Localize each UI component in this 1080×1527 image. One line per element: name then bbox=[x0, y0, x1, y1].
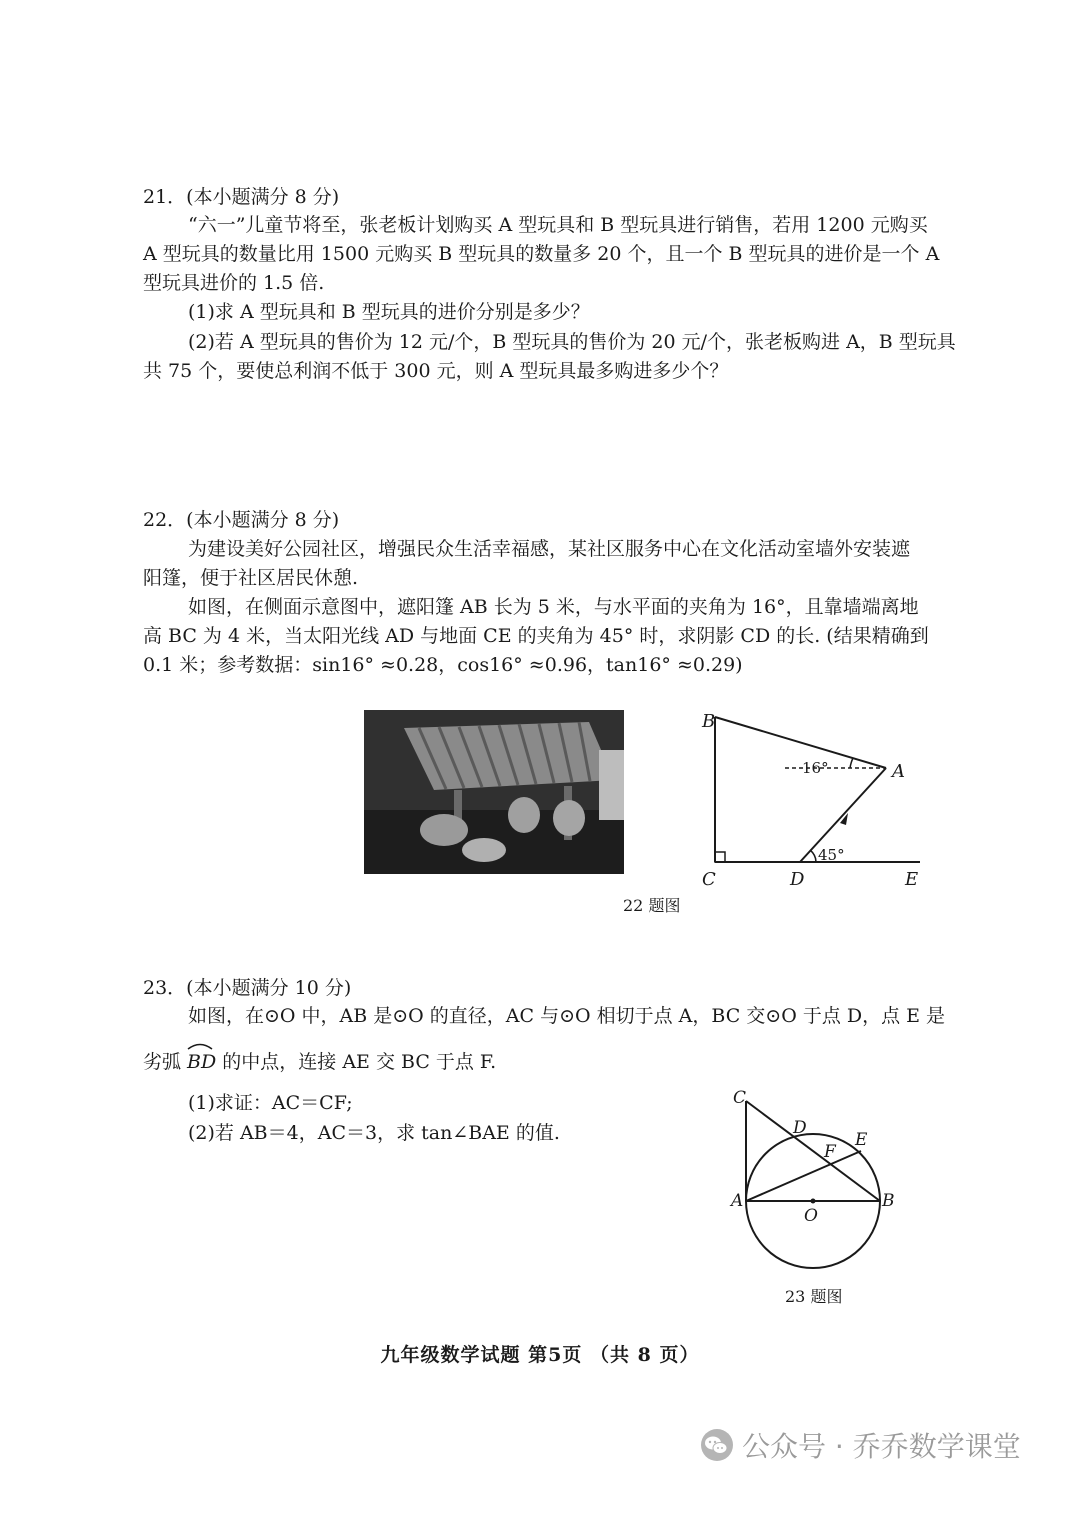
q23-text-2a: 劣弧 bbox=[143, 1051, 188, 1073]
q22-figure bbox=[690, 705, 930, 895]
angle-16: 16° bbox=[802, 759, 829, 777]
q21-header: 21．(本小题满分 8 分) bbox=[143, 186, 340, 208]
q22-header: 22．(本小题满分 8 分) bbox=[143, 509, 340, 531]
a-label: A bbox=[731, 1191, 744, 1211]
label-D: D bbox=[790, 869, 805, 890]
q21-text-3: 型玩具进价的 1.5 倍. bbox=[143, 272, 325, 294]
e-label: E bbox=[855, 1130, 868, 1150]
q21-part-2b: 共 75 个，要使总利润不低于 300 元，则 A 型玩具最多购进多少个？ bbox=[143, 360, 729, 382]
q21-part-2a: (2)若 A 型玩具的售价为 12 元/个，B 型玩具的售价为 20 元/个，张老板购进 A，B 型玩具 bbox=[188, 331, 956, 353]
arc-bd bbox=[187, 1049, 216, 1075]
q21-text-2: A 型玩具的数量比用 1500 元购买 B 型玩具的数量多 20 个，且一个 B 型玩具的进价是一个 A bbox=[143, 243, 940, 265]
label-B: B bbox=[702, 711, 716, 732]
q22-text-2: 阳篷，便于社区居民休憩. bbox=[143, 567, 359, 589]
q23-text-2b: 的中点，连接 AE 交 BC 于点 F. bbox=[216, 1051, 497, 1073]
wechat-icon bbox=[700, 1428, 734, 1462]
label-E: E bbox=[905, 869, 919, 890]
d-label: D bbox=[793, 1118, 807, 1138]
label-A: A bbox=[892, 761, 905, 782]
q21-text-1: “六一”儿童节将至，张老板计划购买 A 型玩具和 B 型玩具进行销售，若用 1200 元购买 bbox=[188, 214, 928, 236]
awning-photo bbox=[364, 710, 624, 874]
q23-caption: 23 题图 bbox=[785, 1287, 843, 1306]
q22-text-1: 为建设美好公园社区，增强民众生活幸福感，某社区服务中心在文化活动室墙外安装遮 bbox=[188, 538, 911, 560]
q23-text-1: 如图，在⊙O 中，AB 是⊙O 的直径，AC 与⊙O 相切于点 A，BC 交⊙O 于点 D，点 E 是 bbox=[188, 1005, 946, 1027]
q23-part-1: (1)求证：AC＝CF; bbox=[188, 1092, 353, 1114]
arc-bd-label: BD bbox=[187, 1051, 217, 1073]
angle-45: 45° bbox=[818, 846, 845, 864]
q23-part-2: (2)若 AB＝4，AC＝3，求 tan∠BAE 的值. bbox=[188, 1122, 560, 1144]
c-label: C bbox=[733, 1088, 747, 1108]
label-C: C bbox=[702, 869, 716, 890]
q22-text-4: 高 BC 为 4 米，当太阳光线 AD 与地面 CE 的夹角为 45° 时，求阴影 CD 的长. (结果精确到 bbox=[143, 625, 929, 647]
q22-caption: 22 题图 bbox=[623, 896, 681, 915]
q23-header: 23．(本小题满分 10 分) bbox=[143, 977, 352, 999]
o-label: O bbox=[804, 1206, 818, 1226]
f-label: F bbox=[824, 1142, 836, 1162]
q21-part-1: (1)求 A 型玩具和 B 型玩具的进价分别是多少？ bbox=[188, 301, 590, 323]
watermark bbox=[700, 1425, 1021, 1465]
b-label: B bbox=[882, 1191, 895, 1211]
page-footer: 九年级数学试题 第5页 （共 8 页） bbox=[380, 1344, 700, 1366]
q23-figure bbox=[725, 1085, 905, 1285]
q22-text-5: 0.1 米；参考数据：sin16° ≈0.28，cos16° ≈0.96，tan16° ≈0.29) bbox=[143, 654, 743, 676]
q23-text-2 bbox=[143, 1049, 496, 1075]
watermark-text: 公众号 · 乔乔数学课堂 bbox=[742, 1430, 1021, 1463]
q22-text-3: 如图，在侧面示意图中，遮阳篷 AB 长为 5 米，与水平面的夹角为 16°，且靠墙端离地 bbox=[188, 596, 919, 618]
